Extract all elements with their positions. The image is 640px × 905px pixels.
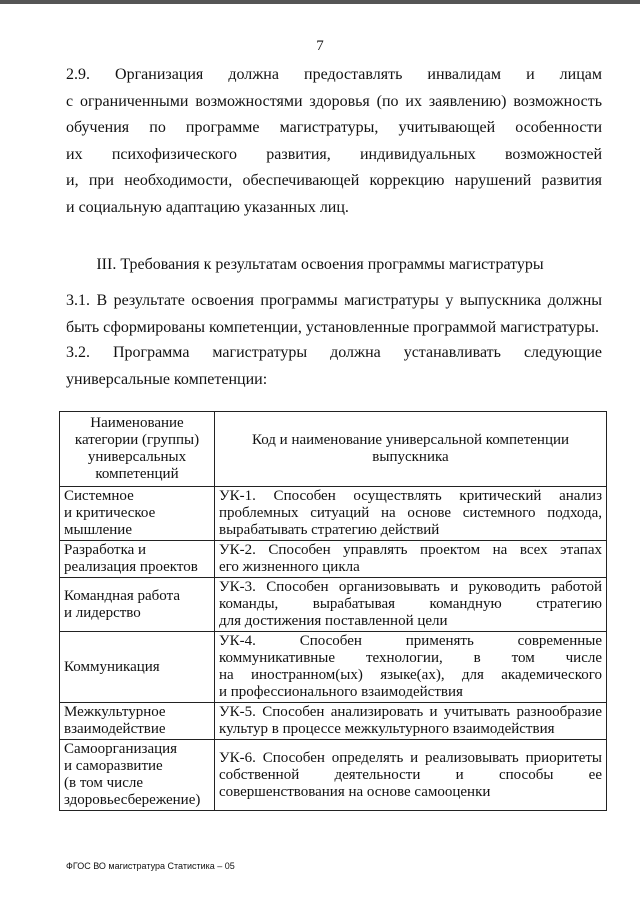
competence-line: УК-4. Способен применять современные [219, 633, 602, 649]
category-line: и лидерство [64, 604, 141, 621]
table-row [60, 578, 607, 632]
header-category [60, 412, 215, 487]
category-cell [60, 578, 215, 632]
category-cell [60, 487, 215, 541]
category-line: Межкультурное [64, 704, 166, 720]
category-line: Самоорганизация [64, 741, 178, 757]
category-line: (в том числе [64, 775, 144, 791]
competences-table [59, 411, 607, 811]
competence-line: УК-2. Способен управлять проектом на всех этапах [219, 542, 602, 558]
footer-text: ФГОС ВО магистратура Статистика – 05 [66, 861, 235, 871]
category-line: мышление [64, 522, 132, 538]
competence-cell [215, 578, 607, 632]
competence-cell [215, 740, 607, 811]
header-competence-line: Код и наименование универсальной компетенции [251, 432, 570, 448]
category-cell [60, 740, 215, 811]
category-cell [60, 703, 215, 740]
text-line: и, при необходимости, обеспечивающей коррекцию нарушений развития [66, 172, 602, 189]
competence-cell [215, 541, 607, 578]
header-category-line: универсальных [87, 449, 187, 465]
competence-line: УК-1. Способен осуществлять критический анализ [219, 488, 602, 504]
category-line: Разработка и [64, 542, 147, 558]
text-line: с ограниченными возможностями здоровья (по их заявлению) возможность [66, 92, 602, 110]
category-line: и критическое [64, 505, 156, 521]
competence-line: и профессионального взаимодействия [219, 684, 463, 700]
competence-line: для достижения поставленной цели [219, 613, 448, 629]
competence-line: команды, вырабатывая командную стратегию [219, 596, 602, 612]
category-line: Системное [64, 488, 134, 504]
competence-line: на иностранном(ых) языке(ах), для академического [219, 667, 602, 683]
header-category-line: Наименование [90, 415, 184, 431]
paragraph-2-9 [66, 62, 602, 221]
competence-line: коммуникативные технологии, в том числе [219, 650, 602, 666]
table-header-row [60, 412, 607, 487]
category-line: Коммуникация [64, 658, 160, 675]
table-row [60, 632, 607, 703]
text-line: 3.2. Программа магистратуры должна устанавливать следующие [66, 344, 602, 361]
header-category-line: компетенций [95, 466, 179, 482]
competence-line: его жизненного цикла [219, 559, 360, 575]
table-row [60, 703, 607, 740]
header-competence-line: выпускника [372, 449, 449, 465]
paragraph-3-2 [66, 340, 602, 393]
text-line: обучения по программе магистратуры, учитывающей особенности [66, 119, 602, 136]
competence-line: УК-5. Способен анализировать и учитывать разнообразие [219, 704, 602, 720]
text-line: быть сформированы компетенции, установленные программой магистратуры. [66, 318, 599, 336]
section-heading: III. Требования к результатам освоения программы магистратуры [96, 256, 544, 273]
competence-line: УК-6. Способен определять и реализовывать приоритеты [219, 749, 602, 766]
category-line: и саморазвитие [64, 758, 163, 774]
competence-line: совершенствования на основе самооценки [219, 783, 491, 800]
competence-line: проблемных ситуаций на основе системного подхода, [219, 505, 602, 521]
category-cell [60, 541, 215, 578]
scan-top-border [0, 0, 640, 4]
text-line: 3.1. В результате освоения программы магистратуры у выпускника должны [66, 292, 602, 309]
competence-line: вырабатывать стратегию действий [219, 522, 440, 538]
paragraph-3-1 [66, 288, 602, 341]
table-row [60, 487, 607, 541]
category-line: здоровьесбережение) [64, 792, 201, 808]
table-row [60, 541, 607, 578]
text-line: универсальные компетенции: [66, 370, 268, 388]
category-cell [60, 632, 215, 703]
category-line: взаимодействие [64, 721, 166, 737]
text-line: и социальную адаптацию указанных лиц. [66, 198, 349, 216]
table-row [60, 740, 607, 811]
competence-cell [215, 487, 607, 541]
competence-cell [215, 703, 607, 740]
header-competence [215, 412, 607, 487]
competence-line: собственной деятельности и способы ее [219, 766, 602, 783]
category-line: Командная работа [64, 587, 181, 604]
category-line: реализация проектов [64, 559, 198, 575]
header-category-line: категории (группы) [74, 432, 200, 448]
text-line: 2.9. Организация должна предоставлять инвалидам и лицам [66, 66, 602, 83]
text-line: их психофизического развития, индивидуальных возможностей [66, 145, 602, 163]
competence-cell [215, 632, 607, 703]
competence-line: культур в процессе межкультурного взаимодействия [219, 721, 555, 737]
page-number: 7 [316, 38, 324, 54]
competence-line: УК-3. Способен организовывать и руководить работой [219, 579, 602, 595]
